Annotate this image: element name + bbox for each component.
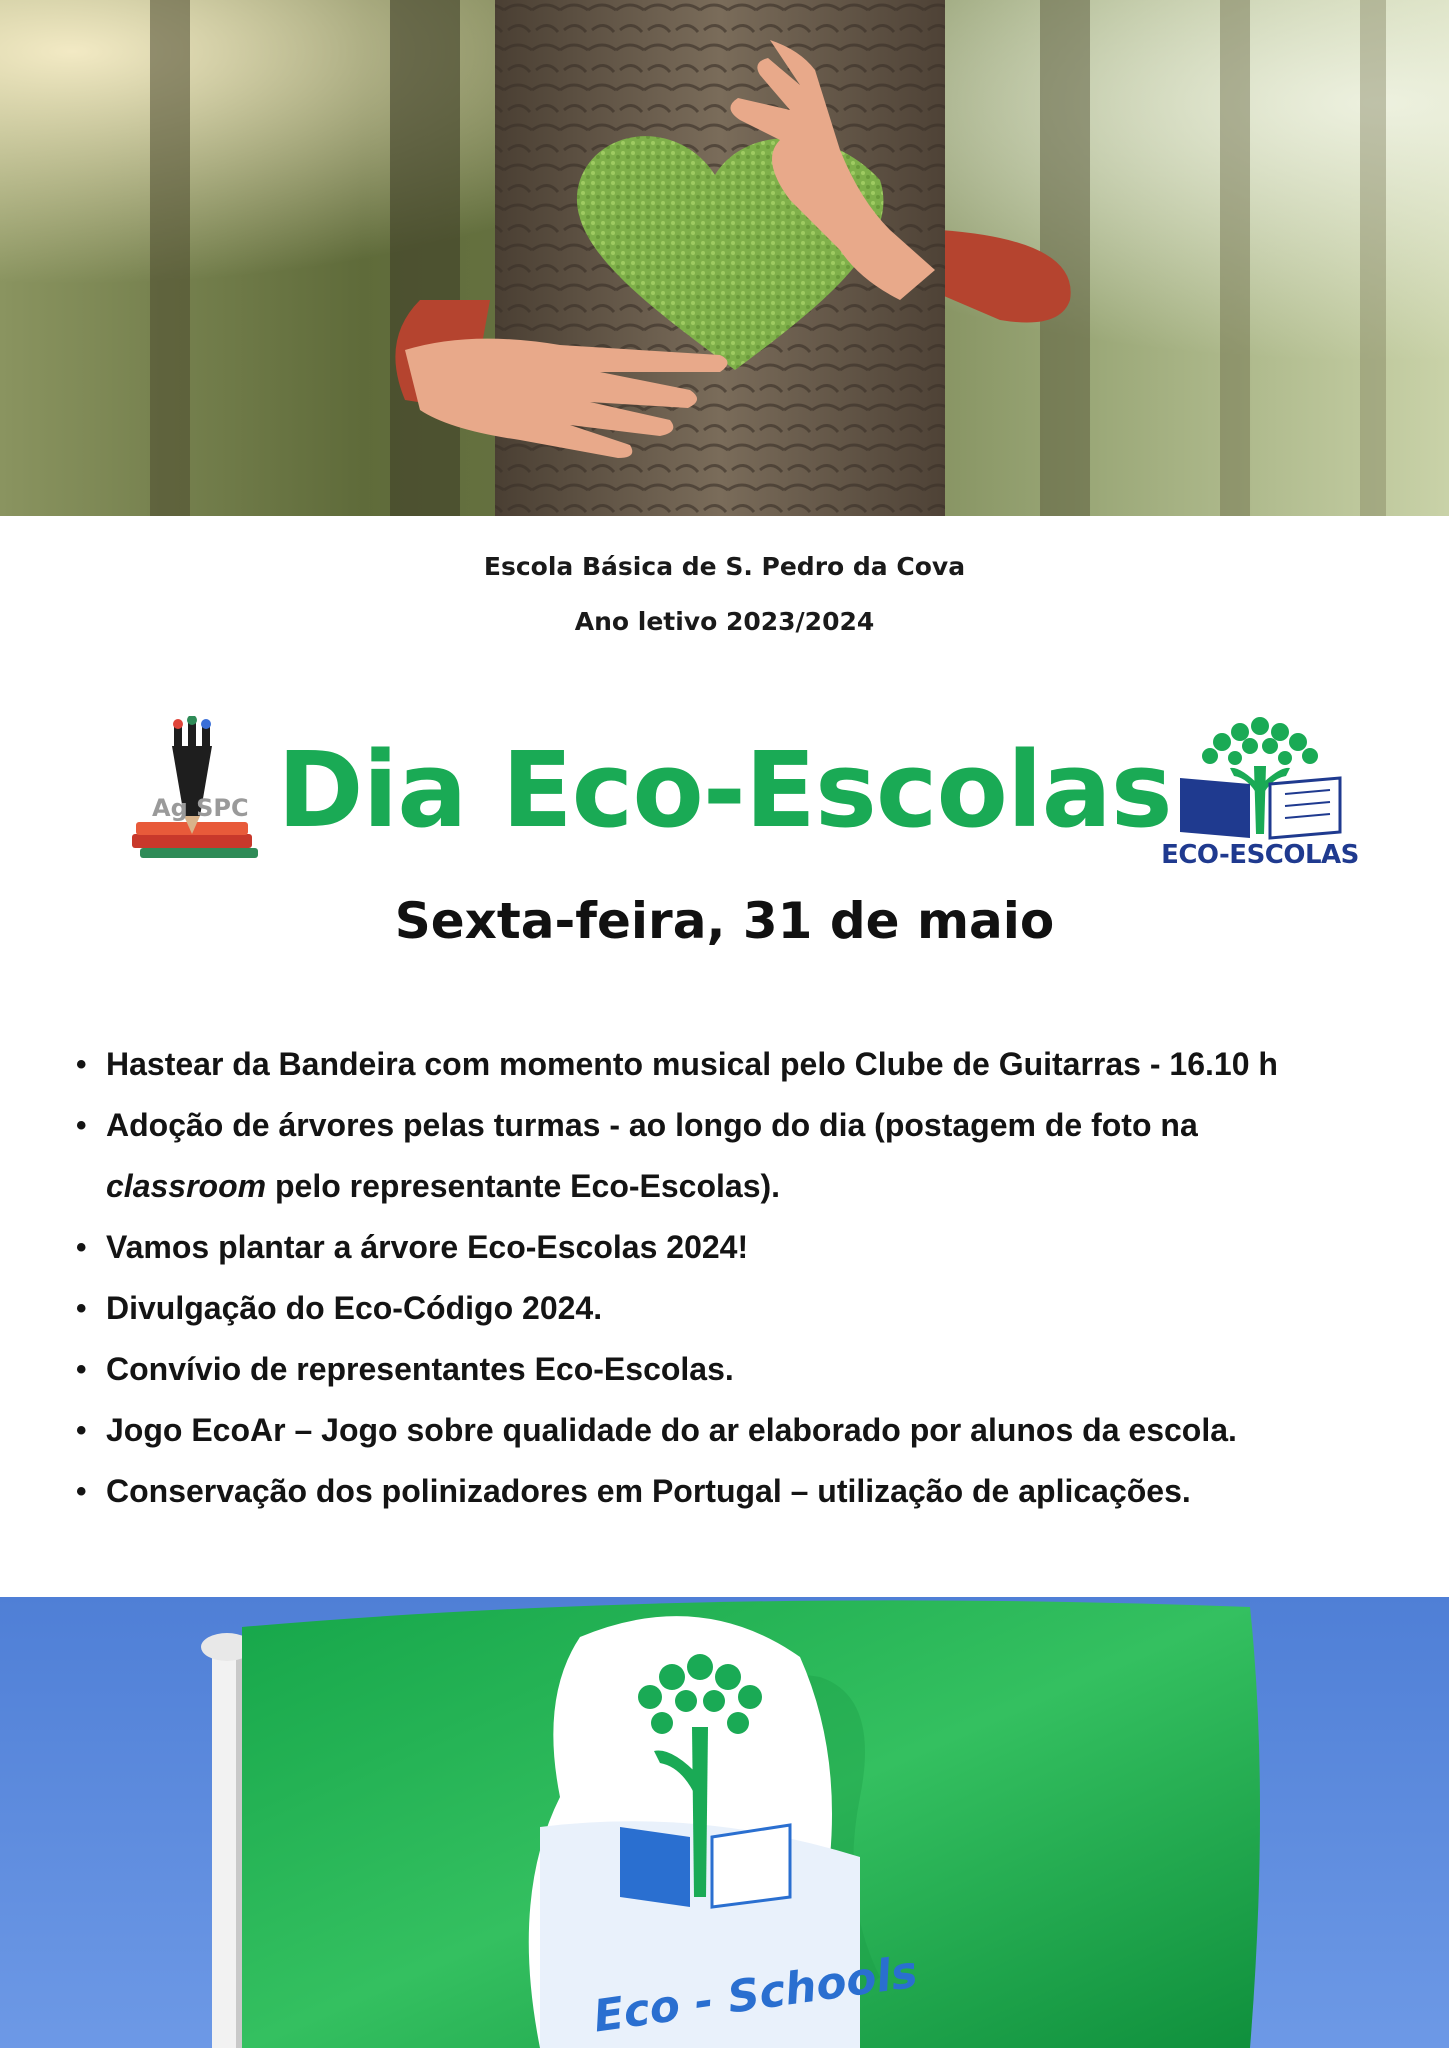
activity-item: • Hastear da Bandeira com momento musical pelo Clube de Guitarras - 16.10 h <box>76 1034 1406 1095</box>
activity-em-text: classroom <box>106 1168 267 1204</box>
eco-schools-flag-photo <box>0 1597 1449 2048</box>
school-year: Ano letivo 2023/2024 <box>574 607 875 636</box>
eco-schools-flag-illustration <box>0 1597 1449 2048</box>
eco-escolas-logo-label: ECO-ESCOLAS <box>1161 840 1359 870</box>
activity-list <box>76 1034 1406 1522</box>
school-name: Escola Básica de S. Pedro da Cova <box>483 552 966 581</box>
event-title: Dia Eco-Escolas <box>277 729 1172 851</box>
activity-item: • Convívio de representantes Eco-Escolas. <box>76 1339 1406 1400</box>
eco-escolas-tree-book-icon <box>1150 706 1370 846</box>
hero-photo-tree-hug <box>0 0 1449 516</box>
event-date: Sexta-feira, 31 de maio <box>394 892 1055 950</box>
tree-hug-illustration <box>0 0 1449 516</box>
activity-item: • Divulgação do Eco-Código 2024. <box>76 1278 1406 1339</box>
activity-item: • Vamos plantar a árvore Eco-Escolas 2024! <box>76 1217 1406 1278</box>
activity-item: • Jogo EcoAr – Jogo sobre qualidade do ar elaborado por alunos da escola. <box>76 1400 1406 1461</box>
school-logo-text: Ag SPC <box>152 794 249 822</box>
activity-item: • Conservação dos polinizadores em Portugal – utilização de aplicações. <box>76 1461 1406 1522</box>
flag-text: Eco - Schools <box>590 1946 921 2043</box>
activity-item: • Adoção de árvores pelas turmas - ao longo do dia (postagem de foto na classroom pelo representante Eco-Escolas). <box>76 1095 1406 1217</box>
